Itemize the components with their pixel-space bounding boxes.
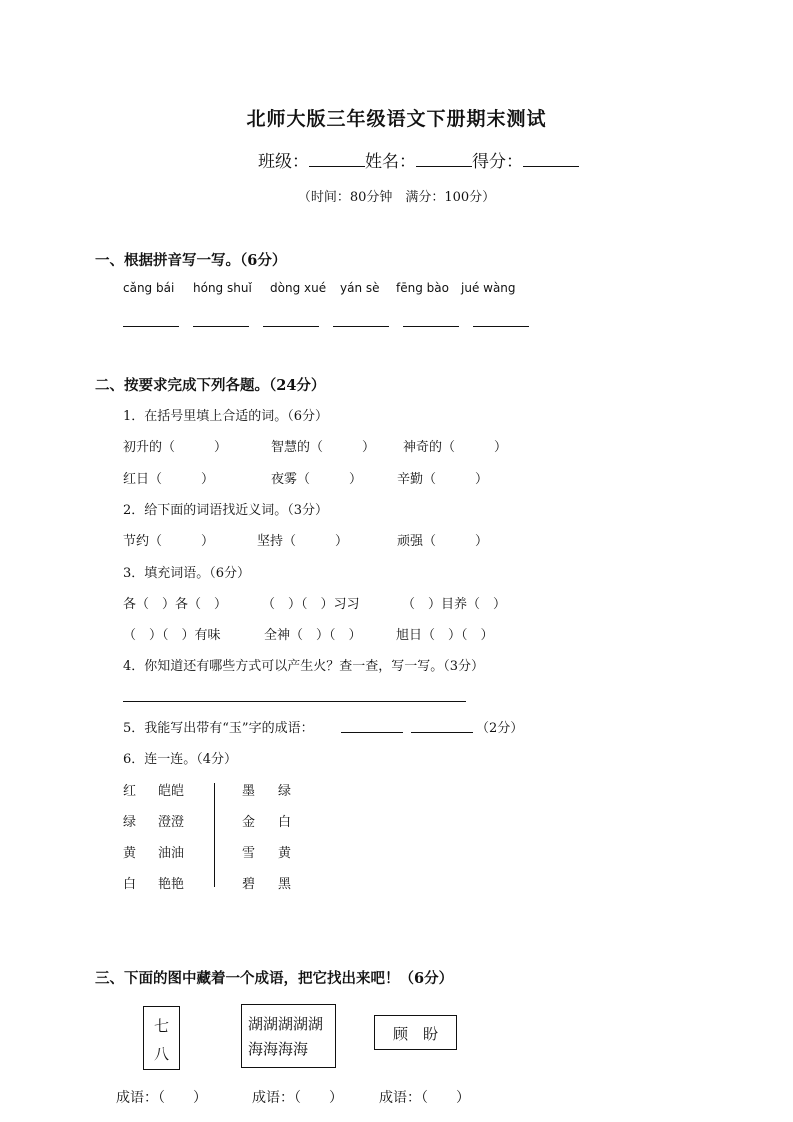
- puzzle-box-3: [374, 1015, 457, 1050]
- q3-item: 全神（ ）（ ）: [264, 628, 362, 643]
- match-left-word[interactable]: 艳艳: [158, 877, 185, 892]
- puzzle-char: 七: [153, 1017, 169, 1035]
- q1-item: 神奇的（ ）: [403, 440, 508, 455]
- match-left-word[interactable]: 油油: [158, 846, 185, 861]
- class-field[interactable]: [309, 152, 365, 167]
- answer-label-2[interactable]: 成语：（ ）: [252, 1090, 343, 1106]
- match-left-word[interactable]: 皑皑: [158, 784, 185, 799]
- answer-blank[interactable]: [123, 326, 179, 327]
- score-field[interactable]: [523, 152, 579, 167]
- q1-item: 辛勤（ ）: [397, 472, 489, 487]
- q5-score: （2分）: [476, 721, 524, 736]
- q1-text: 1．在括号里填上合适的词。（6分）: [123, 409, 329, 424]
- match-right-color: 黄: [278, 846, 292, 861]
- name-label: 姓名：: [365, 152, 416, 172]
- q5-answer-line[interactable]: [411, 732, 473, 733]
- pinyin-3: dòng xué: [270, 281, 327, 295]
- answer-blank[interactable]: [193, 326, 249, 327]
- q1-item: 初升的（ ）: [123, 440, 228, 455]
- puzzle-text: 顾 盼: [392, 1025, 438, 1043]
- match-right-word[interactable]: 金: [242, 815, 256, 830]
- q5-answer-line[interactable]: [341, 732, 403, 733]
- match-left-color: 红: [123, 784, 137, 799]
- pinyin-1: cǎng bái: [123, 281, 175, 295]
- match-left-color: 绿: [123, 815, 137, 830]
- q3-item: （ ）（ ）有味: [123, 628, 221, 643]
- q4-text: 4．你知道还有哪些方式可以产生火？查一查，写一写。（3分）: [123, 659, 485, 674]
- puzzle-box-2: [241, 1004, 336, 1068]
- q6-text: 6．连一连。（4分）: [123, 752, 238, 767]
- pinyin-5: fēng bào: [396, 281, 449, 295]
- match-right-color: 黑: [278, 877, 292, 892]
- score-label: 得分：: [472, 152, 523, 172]
- q2-item: 坚持（ ）: [257, 534, 349, 549]
- puzzle-box-1: [143, 1006, 180, 1070]
- match-left-color: 黄: [123, 846, 137, 861]
- section3-heading: 三、下面的图中藏着一个成语，把它找出来吧！（6分）: [95, 970, 454, 987]
- pinyin-6: jué wàng: [461, 281, 516, 295]
- page-title: 北师大版三年级语文下册期末测试: [246, 108, 547, 130]
- q5-text: 5．我能写出带有“玉”字的成语：: [123, 721, 314, 736]
- q2-item: 顽强（ ）: [397, 534, 489, 549]
- q1-item: 红日（ ）: [123, 472, 215, 487]
- pinyin-4: yán sè: [340, 281, 380, 295]
- section2-heading: 二、按要求完成下列各题。（24分）: [95, 377, 326, 394]
- q3-item: 旭日（ ）（ ）: [396, 628, 494, 643]
- match-right-word[interactable]: 碧: [242, 877, 256, 892]
- match-right-word[interactable]: 雪: [242, 846, 256, 861]
- match-left-word[interactable]: 澄澄: [158, 815, 185, 830]
- match-left-color: 白: [123, 877, 137, 892]
- q3-text: 3．填充词语。（6分）: [123, 566, 251, 581]
- class-label: 班级：: [258, 152, 309, 172]
- answer-blank[interactable]: [473, 326, 529, 327]
- answer-blank[interactable]: [403, 326, 459, 327]
- answer-blank[interactable]: [333, 326, 389, 327]
- match-divider: [214, 783, 215, 887]
- match-right-word[interactable]: 墨: [242, 784, 256, 799]
- q2-text: 2．给下面的词语找近义词。（3分）: [123, 503, 329, 518]
- q3-item: （ ）（ ）习习: [262, 597, 360, 612]
- q1-item: 智慧的（ ）: [271, 440, 376, 455]
- answer-label-3[interactable]: 成语：（ ）: [379, 1090, 470, 1106]
- q2-item: 节约（ ）: [123, 534, 215, 549]
- name-field[interactable]: [416, 152, 472, 167]
- puzzle-char: 八: [153, 1045, 169, 1063]
- puzzle-text: 海海海海: [248, 1040, 309, 1058]
- section1-heading: 一、根据拼音写一写。（6分）: [95, 252, 287, 269]
- match-right-color: 白: [278, 815, 292, 830]
- time-note: （时间：80分钟 满分：100分）: [297, 190, 496, 205]
- q1-item: 夜雾（ ）: [271, 472, 363, 487]
- student-info-row: [258, 147, 579, 172]
- q3-item: 各（ ）各（ ）: [123, 597, 228, 612]
- match-right-color: 绿: [278, 784, 292, 799]
- puzzle-text: 湖湖湖湖湖: [248, 1015, 324, 1033]
- q4-answer-line[interactable]: [123, 701, 466, 702]
- answer-label-1[interactable]: 成语：（ ）: [116, 1090, 207, 1106]
- pinyin-2: hóng shuǐ: [193, 281, 252, 295]
- q3-item: （ ）目养（ ）: [402, 597, 507, 612]
- answer-blank[interactable]: [263, 326, 319, 327]
